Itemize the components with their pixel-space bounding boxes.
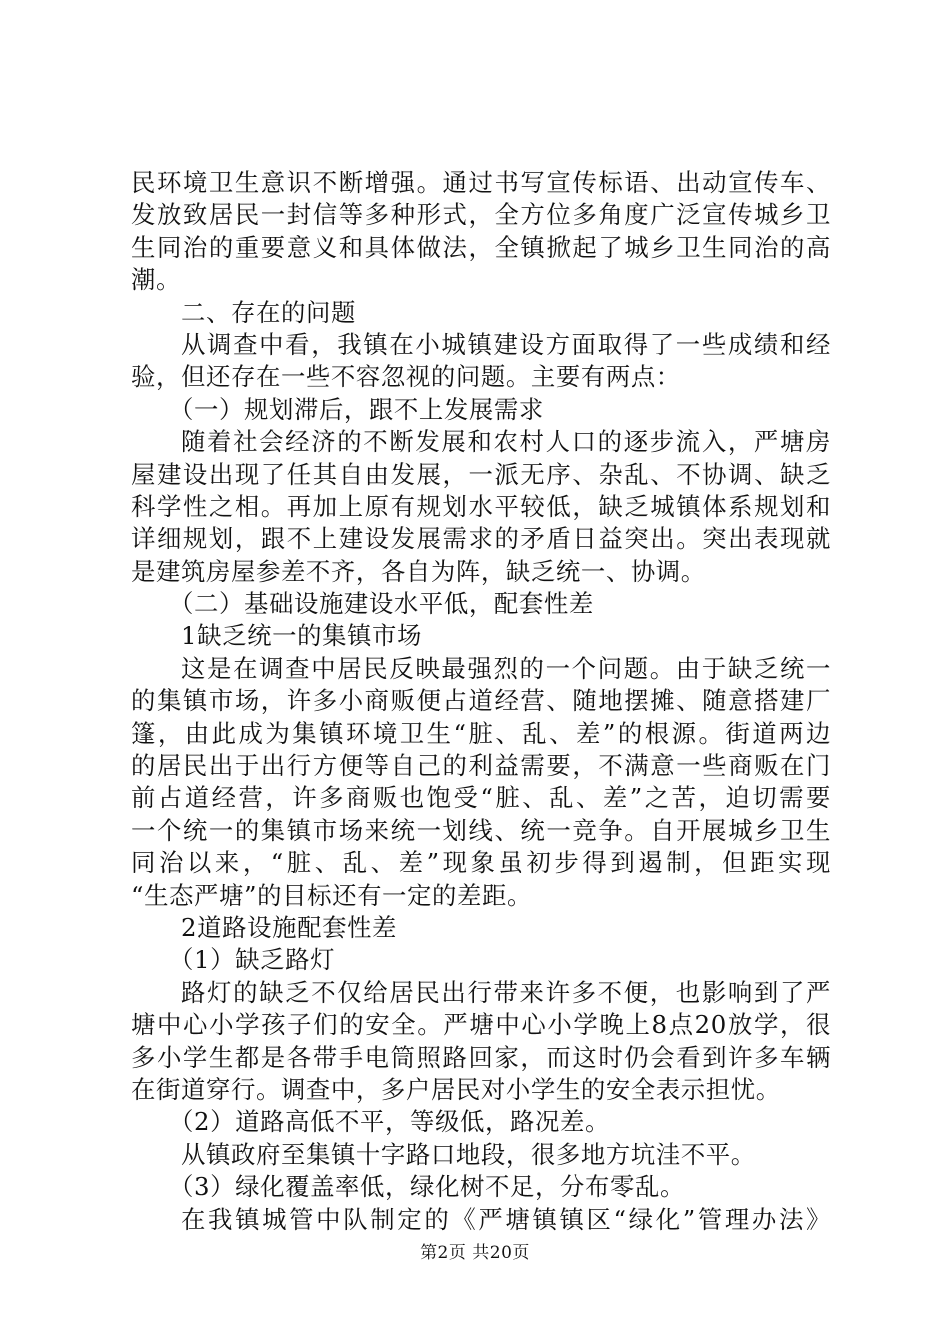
text-line: 是建筑房屋参差不齐，各自为阵，缺乏统一、协调。 xyxy=(131,556,706,586)
text-line: 篷，由此成为集镇环境卫生“脏、乱、差”的根源。街道两边 xyxy=(131,718,831,748)
text-line: （一）规划滞后，跟不上发展需求 xyxy=(169,394,544,424)
text-line: 的居民出于出行方便等自己的利益需要，不满意一些商贩在门 xyxy=(131,751,831,781)
text-line: 一个统一的集镇市场来统一划线、统一竞争。自开展城乡卫生 xyxy=(131,815,831,845)
text-line: 塘中心小学孩子们的安全。严塘中心小学晚上8点20放学，很 xyxy=(131,1010,831,1040)
text-line: （2）道路高低不平，等级低，路况差。 xyxy=(169,1107,610,1137)
text-line: 生同治的重要意义和具体做法，全镇掀起了城乡卫生同治的高 xyxy=(131,232,831,262)
text-line: 从调查中看，我镇在小城镇建设方面取得了一些成绩和经 xyxy=(181,329,831,359)
text-line: 随着社会经济的不断发展和农村人口的逐步流入，严塘房 xyxy=(181,427,831,457)
text-line: 这是在调查中居民反映最强烈的一个问题。由于缺乏统一 xyxy=(181,653,831,683)
body-text xyxy=(131,167,831,1236)
text-line: 科学性之相。再加上原有规划水平较低，缺乏城镇体系规划和 xyxy=(131,491,831,521)
text-line: 在我镇城管中队制定的《严塘镇镇区“绿化”管理办法》 xyxy=(181,1204,831,1234)
page-footer: 第2页 共20页 xyxy=(420,1243,530,1263)
text-line: 1缺乏统一的集镇市场 xyxy=(181,621,423,651)
text-line: 屋建设出现了任其自由发展，一派无序、杂乱、不协调、缺乏 xyxy=(131,459,831,489)
text-line: 前占道经营，许多商贩也饱受“脏、乱、差”之苦，迫切需要 xyxy=(131,783,831,813)
text-line: 民环境卫生意识不断增强。通过书写宣传标语、出动宣传车、 xyxy=(131,168,831,197)
text-line: 多小学生都是各带手电筒照路回家，而这时仍会看到许多车辆 xyxy=(131,1042,831,1072)
text-line: （1）缺乏路灯 xyxy=(169,945,336,975)
text-line: 潮。 xyxy=(131,265,181,295)
text-line: （二）基础设施建设水平低，配套性差 xyxy=(169,589,594,619)
text-line: “生态严塘”的目标还有一定的差距。 xyxy=(131,880,532,910)
text-line: 二、存在的问题 xyxy=(181,297,356,327)
text-line: 路灯的缺乏不仅给居民出行带来许多不便，也影响到了严 xyxy=(181,977,831,1007)
text-line: 详细规划，跟不上建设发展需求的矛盾日益突出。突出表现就 xyxy=(131,524,831,554)
text-line: 2道路设施配套性差 xyxy=(181,912,398,942)
text-line: 在街道穿行。调查中，多户居民对小学生的安全表示担忧。 xyxy=(131,1074,781,1104)
text-line: 同治以来，“脏、乱、差”现象虽初步得到遏制，但距实现 xyxy=(131,848,831,878)
text-line: （3）绿化覆盖率低，绿化树不足，分布零乱。 xyxy=(169,1172,685,1202)
text-line: 发放致居民一封信等多种形式，全方位多角度广泛宣传城乡卫 xyxy=(131,200,831,230)
text-line: 验，但还存在一些不容忽视的问题。主要有两点： xyxy=(131,362,681,392)
text-line: 从镇政府至集镇十字路口地段，很多地方坑洼不平。 xyxy=(181,1139,756,1169)
text-line: 的集镇市场，许多小商贩便占道经营、随地摆摊、随意搭建厂 xyxy=(131,686,831,716)
